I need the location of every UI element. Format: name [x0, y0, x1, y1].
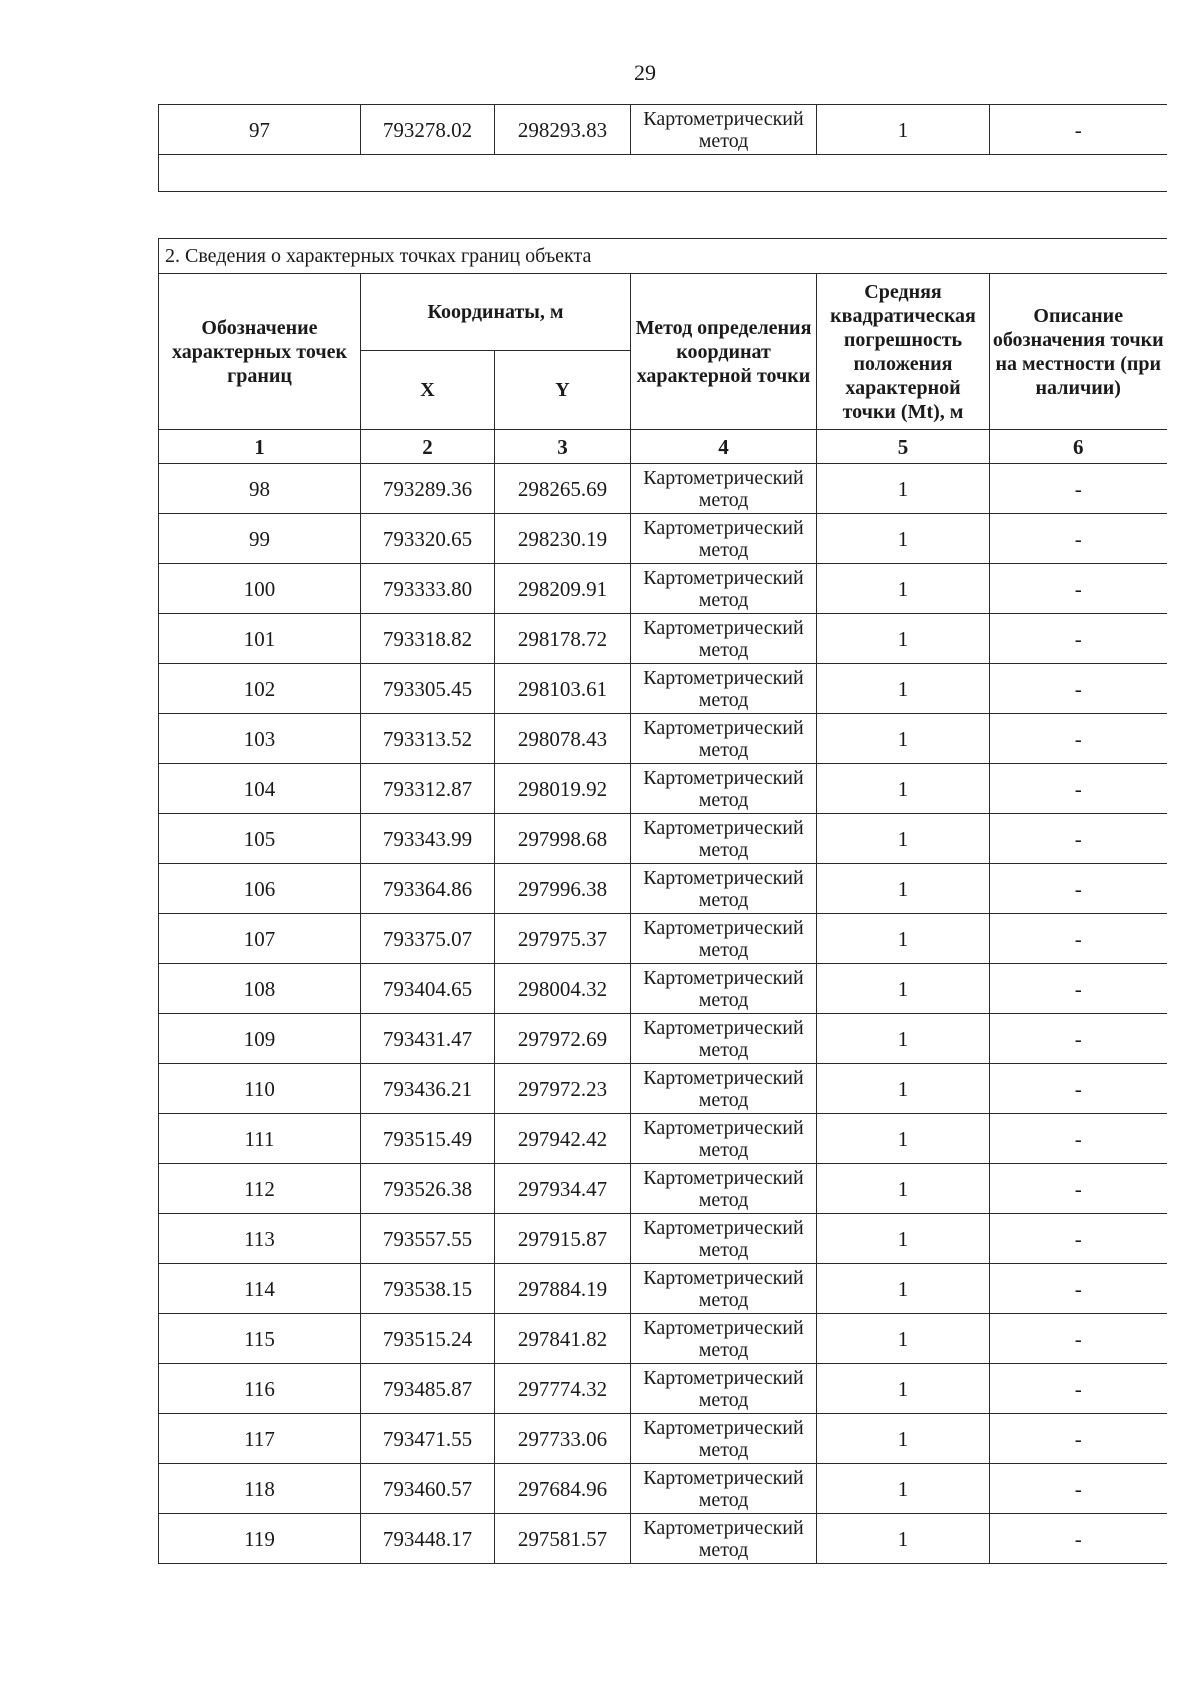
description: -: [990, 1314, 1167, 1364]
coord-y: 297581.57: [495, 1514, 631, 1564]
coord-x: 793375.07: [361, 914, 495, 964]
table-row: [159, 1364, 1167, 1414]
table-row: [159, 1114, 1167, 1164]
coord-x: 793320.65: [361, 514, 495, 564]
method: Картометрический метод: [631, 105, 817, 155]
error-mt: 1: [817, 664, 990, 714]
table-row: [159, 614, 1167, 664]
error-mt: 1: [817, 1314, 990, 1364]
error-mt: 1: [817, 1264, 990, 1314]
table-row: [159, 564, 1167, 614]
point-id: 113: [159, 1214, 361, 1264]
point-id: 105: [159, 814, 361, 864]
coord-x: 793557.55: [361, 1214, 495, 1264]
coord-x: 793460.57: [361, 1464, 495, 1514]
coord-y: 298103.61: [495, 664, 631, 714]
error-mt: 1: [817, 1114, 990, 1164]
table-row: [159, 514, 1167, 564]
coord-y: 298078.43: [495, 714, 631, 764]
method: Картометрический метод: [631, 614, 817, 664]
description: -: [990, 764, 1167, 814]
point-id: 117: [159, 1414, 361, 1464]
continuation-table: [158, 104, 1167, 192]
table-row: [159, 1414, 1167, 1464]
col-number: 5: [817, 430, 990, 464]
method: Картометрический метод: [631, 1414, 817, 1464]
col-number: 4: [631, 430, 817, 464]
coord-y: 298004.32: [495, 964, 631, 1014]
table-row: [159, 864, 1167, 914]
method: Картометрический метод: [631, 1364, 817, 1414]
table-row: [159, 1464, 1167, 1514]
coord-y: 297841.82: [495, 1314, 631, 1364]
coord-y: 298230.19: [495, 514, 631, 564]
point-id: 119: [159, 1514, 361, 1564]
coord-x: 793404.65: [361, 964, 495, 1014]
coord-x: 793515.49: [361, 1114, 495, 1164]
error-mt: 1: [817, 1014, 990, 1064]
coord-x: 793333.80: [361, 564, 495, 614]
col-number: 6: [990, 430, 1167, 464]
table-row: [159, 714, 1167, 764]
description: -: [990, 564, 1167, 614]
method: Картометрический метод: [631, 464, 817, 514]
coord-y: 297733.06: [495, 1414, 631, 1464]
table-row: [159, 1264, 1167, 1314]
section-title: 2. Сведения о характерных точках границ объекта: [159, 239, 1167, 274]
coord-y: 298019.92: [495, 764, 631, 814]
method: Картометрический метод: [631, 1064, 817, 1114]
header-method: Метод определения координат характерной точки: [631, 274, 817, 430]
method: Картометрический метод: [631, 664, 817, 714]
description: -: [990, 1514, 1167, 1564]
point-id: 102: [159, 664, 361, 714]
method: Картометрический метод: [631, 514, 817, 564]
error-mt: 1: [817, 564, 990, 614]
method: Картометрический метод: [631, 564, 817, 614]
table-row: [159, 964, 1167, 1014]
point-id: 104: [159, 764, 361, 814]
coord-x: 793448.17: [361, 1514, 495, 1564]
coord-y: 297934.47: [495, 1164, 631, 1214]
coord-y: 297996.38: [495, 864, 631, 914]
error-mt: 1: [817, 1414, 990, 1464]
table-row: [159, 1064, 1167, 1114]
table-row: [159, 1514, 1167, 1564]
description: -: [990, 1364, 1167, 1414]
description: -: [990, 105, 1167, 155]
point-id: 118: [159, 1464, 361, 1514]
coord-x: 793289.36: [361, 464, 495, 514]
table-row: [159, 764, 1167, 814]
point-id: 109: [159, 1014, 361, 1064]
table-row: [159, 105, 1167, 155]
table-row: [159, 464, 1167, 514]
coord-y: 297972.23: [495, 1064, 631, 1114]
coord-x: 793312.87: [361, 764, 495, 814]
point-id: 99: [159, 514, 361, 564]
description: -: [990, 1164, 1167, 1214]
method: Картометрический метод: [631, 714, 817, 764]
header-x: X: [361, 351, 495, 430]
point-id: 103: [159, 714, 361, 764]
empty-cell: [159, 155, 1167, 192]
error-mt: 1: [817, 1514, 990, 1564]
method: Картометрический метод: [631, 1464, 817, 1514]
coord-y: 298209.91: [495, 564, 631, 614]
coord-x: 793431.47: [361, 1014, 495, 1064]
point-id: 107: [159, 914, 361, 964]
method: Картометрический метод: [631, 1514, 817, 1564]
header-error: Средняя квадратическая погрешность положения характерной точки (Mt), м: [817, 274, 990, 430]
method: Картометрический метод: [631, 1214, 817, 1264]
point-id: 98: [159, 464, 361, 514]
method: Картометрический метод: [631, 914, 817, 964]
error-mt: 1: [817, 914, 990, 964]
error-mt: 1: [817, 514, 990, 564]
description: -: [990, 814, 1167, 864]
description: -: [990, 864, 1167, 914]
coord-x: 793538.15: [361, 1264, 495, 1314]
coord-y: 297942.42: [495, 1114, 631, 1164]
coord-y: 297774.32: [495, 1364, 631, 1414]
description: -: [990, 1014, 1167, 1064]
point-id: 97: [159, 105, 361, 155]
error-mt: 1: [817, 1214, 990, 1264]
error-mt: 1: [817, 764, 990, 814]
method: Картометрический метод: [631, 1264, 817, 1314]
error-mt: 1: [817, 614, 990, 664]
description: -: [990, 464, 1167, 514]
point-id: 115: [159, 1314, 361, 1364]
description: -: [990, 664, 1167, 714]
point-id: 101: [159, 614, 361, 664]
error-mt: 1: [817, 964, 990, 1014]
coord-x: 793436.21: [361, 1064, 495, 1114]
table-row: [159, 664, 1167, 714]
empty-row: [159, 155, 1167, 192]
error-mt: 1: [817, 105, 990, 155]
error-mt: 1: [817, 1164, 990, 1214]
error-mt: 1: [817, 814, 990, 864]
header-designation: Обозначение характерных точек границ: [159, 274, 361, 430]
error-mt: 1: [817, 714, 990, 764]
error-mt: 1: [817, 464, 990, 514]
coord-x: 793515.24: [361, 1314, 495, 1364]
error-mt: 1: [817, 1464, 990, 1514]
table-row: [159, 1214, 1167, 1264]
method: Картометрический метод: [631, 814, 817, 864]
coord-x: 793364.86: [361, 864, 495, 914]
coord-x: 793526.38: [361, 1164, 495, 1214]
table-row: [159, 914, 1167, 964]
table-row: [159, 1014, 1167, 1064]
coord-x: 793305.45: [361, 664, 495, 714]
coord-x: 793343.99: [361, 814, 495, 864]
description: -: [990, 514, 1167, 564]
method: Картометрический метод: [631, 1014, 817, 1064]
method: Картометрический метод: [631, 864, 817, 914]
coord-x: 793471.55: [361, 1414, 495, 1464]
table-row: [159, 1314, 1167, 1364]
coord-x: 793313.52: [361, 714, 495, 764]
point-id: 100: [159, 564, 361, 614]
column-numbers: [159, 430, 1167, 464]
coord-y: 297998.68: [495, 814, 631, 864]
error-mt: 1: [817, 864, 990, 914]
coord-y: 298265.69: [495, 464, 631, 514]
description: -: [990, 964, 1167, 1014]
coord-y: 297915.87: [495, 1214, 631, 1264]
coord-y: 297975.37: [495, 914, 631, 964]
point-id: 106: [159, 864, 361, 914]
description: -: [990, 714, 1167, 764]
point-id: 114: [159, 1264, 361, 1314]
point-id: 111: [159, 1114, 361, 1164]
method: Картометрический метод: [631, 1114, 817, 1164]
point-id: 110: [159, 1064, 361, 1114]
col-number: 3: [495, 430, 631, 464]
coord-y: 297972.69: [495, 1014, 631, 1064]
description: -: [990, 1414, 1167, 1464]
coord-y: 297684.96: [495, 1464, 631, 1514]
error-mt: 1: [817, 1064, 990, 1114]
col-number: 2: [361, 430, 495, 464]
description: -: [990, 1214, 1167, 1264]
header-y: Y: [495, 351, 631, 430]
point-id: 108: [159, 964, 361, 1014]
table-row: [159, 814, 1167, 864]
point-id: 112: [159, 1164, 361, 1214]
coord-y: 297884.19: [495, 1264, 631, 1314]
boundary-points-table: [158, 238, 1167, 1564]
coord-x: 793318.82: [361, 614, 495, 664]
method: Картометрический метод: [631, 764, 817, 814]
error-mt: 1: [817, 1364, 990, 1414]
col-number: 1: [159, 430, 361, 464]
coord-y: 298293.83: [495, 105, 631, 155]
header-description: Описание обозначения точки на местности (при наличии): [990, 274, 1167, 430]
header-coordinates: Координаты, м: [361, 274, 631, 351]
description: -: [990, 914, 1167, 964]
coord-x: 793278.02: [361, 105, 495, 155]
coord-x: 793485.87: [361, 1364, 495, 1414]
method: Картометрический метод: [631, 1314, 817, 1364]
description: -: [990, 1064, 1167, 1114]
method: Картометрический метод: [631, 964, 817, 1014]
table-row: [159, 1164, 1167, 1214]
method: Картометрический метод: [631, 1164, 817, 1214]
coord-y: 298178.72: [495, 614, 631, 664]
page-number: 29: [634, 60, 656, 85]
description: -: [990, 614, 1167, 664]
point-id: 116: [159, 1364, 361, 1414]
description: -: [990, 1464, 1167, 1514]
description: -: [990, 1114, 1167, 1164]
description: -: [990, 1264, 1167, 1314]
